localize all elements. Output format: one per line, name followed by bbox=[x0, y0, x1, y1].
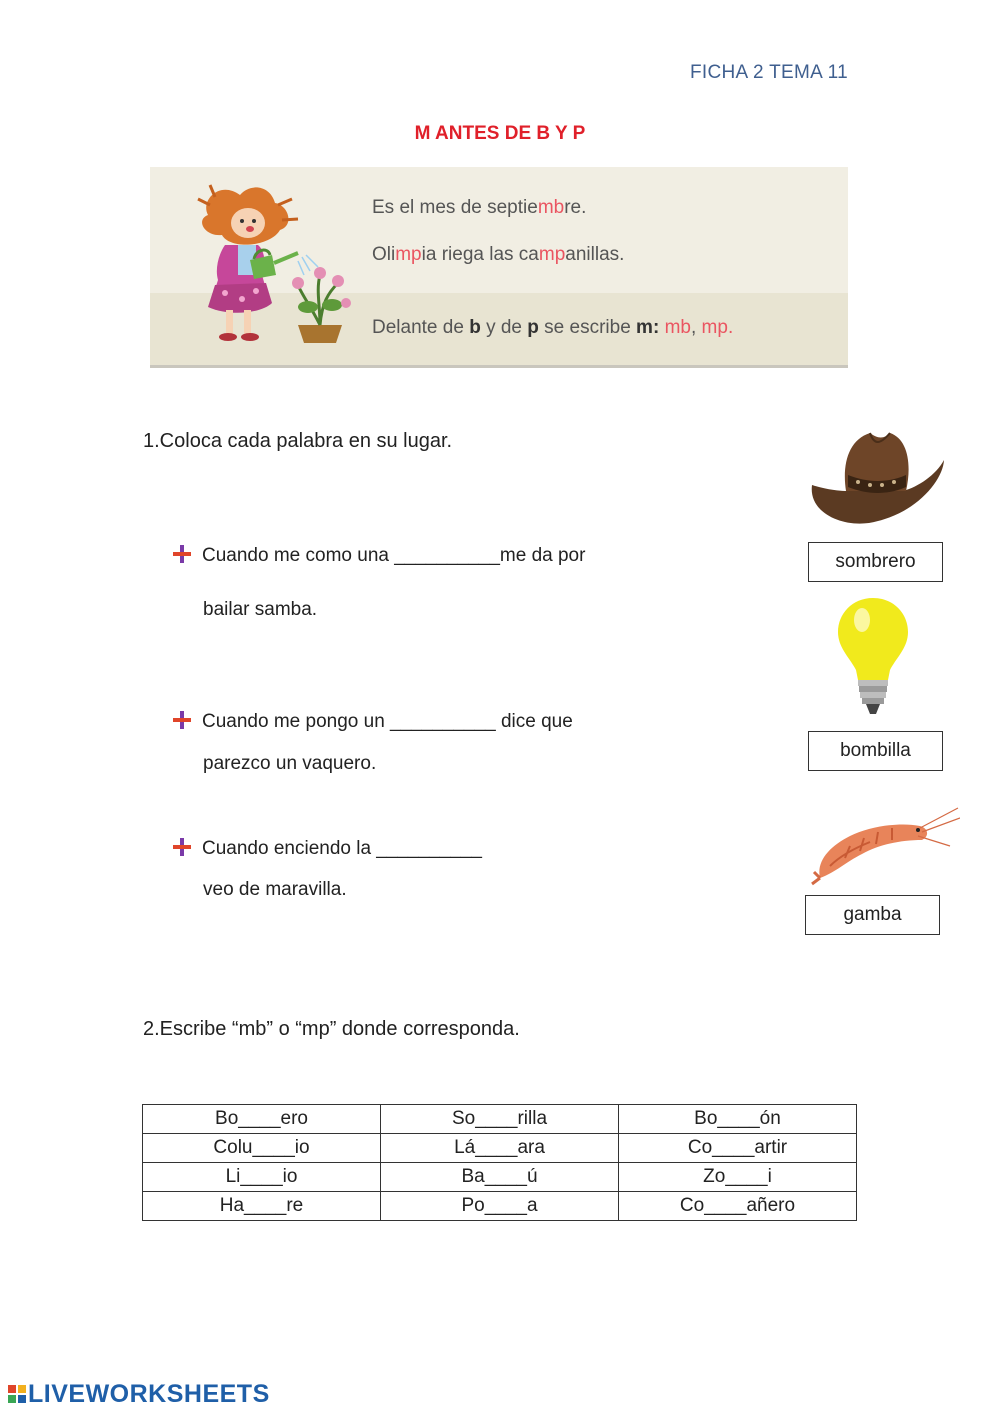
table-cell[interactable]: Colu____io bbox=[143, 1134, 381, 1163]
logo-grid-icon bbox=[8, 1385, 26, 1403]
rule-highlight: mp bbox=[701, 317, 728, 338]
table-cell[interactable]: Co____artir bbox=[619, 1134, 857, 1163]
table-row bbox=[143, 1163, 857, 1192]
table-row bbox=[143, 1134, 857, 1163]
rule-text: ia riega las ca bbox=[421, 244, 539, 265]
rule-box bbox=[150, 167, 848, 365]
rule-highlight: mp bbox=[538, 244, 566, 265]
rule-highlight: mp bbox=[395, 244, 422, 265]
table-cell[interactable]: Bo____ón bbox=[619, 1105, 857, 1134]
worksheet-reference: FICHA 2 TEMA 11 bbox=[690, 62, 848, 83]
shrimp-image bbox=[810, 806, 960, 886]
rule-highlight: mb bbox=[664, 317, 691, 338]
table-cell[interactable]: Ba____ú bbox=[381, 1163, 619, 1192]
fill-in-table bbox=[142, 1104, 857, 1221]
rule-text: Oli bbox=[372, 244, 396, 265]
table-cell[interactable]: Zo____i bbox=[619, 1163, 857, 1192]
table-cell[interactable]: So____rilla bbox=[381, 1105, 619, 1134]
rule-text: Es el mes de septie bbox=[372, 197, 538, 218]
exercise-1-item-2 bbox=[172, 710, 573, 733]
table-row bbox=[143, 1192, 857, 1221]
sentence-text: Cuando me como una __________me da por bbox=[202, 545, 586, 566]
rule-highlight: mb bbox=[537, 197, 565, 218]
table-cell[interactable]: Lá____ara bbox=[381, 1134, 619, 1163]
table-cell[interactable]: Po____a bbox=[381, 1192, 619, 1221]
worksheet-title: M ANTES DE B Y P bbox=[414, 123, 586, 144]
exercise-1-instruction: 1.Coloca cada palabra en su lugar. bbox=[143, 430, 453, 452]
word-box-gamba[interactable]: gamba bbox=[805, 895, 940, 935]
cross-bullet-icon bbox=[172, 837, 192, 857]
word-box-sombrero[interactable]: sombrero bbox=[808, 542, 943, 582]
table-cell[interactable]: Bo____ero bbox=[143, 1105, 381, 1134]
cross-bullet-icon bbox=[172, 544, 192, 564]
sentence-continuation-1: bailar samba. bbox=[203, 599, 318, 620]
rule-sentence-2 bbox=[372, 244, 624, 266]
rule-text: y de bbox=[480, 317, 528, 338]
logo-text: LIVEWORKSHEETS bbox=[28, 1380, 270, 1408]
rule-letter-b: b bbox=[469, 317, 481, 338]
cross-bullet-icon bbox=[172, 710, 192, 730]
table-cell[interactable]: Ha____re bbox=[143, 1192, 381, 1221]
rule-text: anillas. bbox=[565, 244, 625, 265]
sentence-text: Cuando me pongo un __________ dice que bbox=[202, 711, 573, 732]
hat-image bbox=[808, 425, 948, 530]
exercise-1-item-1 bbox=[172, 544, 585, 567]
sentence-continuation-2: parezco un vaquero. bbox=[203, 753, 377, 774]
rule-text: . bbox=[727, 317, 734, 338]
rule-text: Delante de bbox=[372, 317, 470, 338]
rule-text: se escribe bbox=[538, 317, 637, 338]
table-row bbox=[143, 1105, 857, 1134]
rule-text: re. bbox=[564, 197, 587, 218]
word-box-bombilla[interactable]: bombilla bbox=[808, 731, 943, 771]
sentence-continuation-3: veo de maravilla. bbox=[203, 879, 347, 900]
rule-letter-m: m: bbox=[636, 317, 660, 338]
table-cell[interactable]: Li____io bbox=[143, 1163, 381, 1192]
table-cell[interactable]: Co____añero bbox=[619, 1192, 857, 1221]
rule-letter-p: p bbox=[527, 317, 539, 338]
girl-watering-illustration bbox=[170, 175, 360, 345]
liveworksheets-logo[interactable] bbox=[8, 1380, 270, 1409]
rule-sentence-1 bbox=[372, 197, 586, 219]
light-bulb-image bbox=[836, 596, 910, 718]
exercise-2-instruction: 2.Escribe “mb” o “mp” donde corresponda. bbox=[143, 1018, 520, 1040]
sentence-text: Cuando enciendo la __________ bbox=[202, 838, 482, 859]
rule-statement bbox=[372, 317, 733, 339]
exercise-1-item-3 bbox=[172, 837, 482, 860]
rule-text: , bbox=[690, 317, 702, 338]
